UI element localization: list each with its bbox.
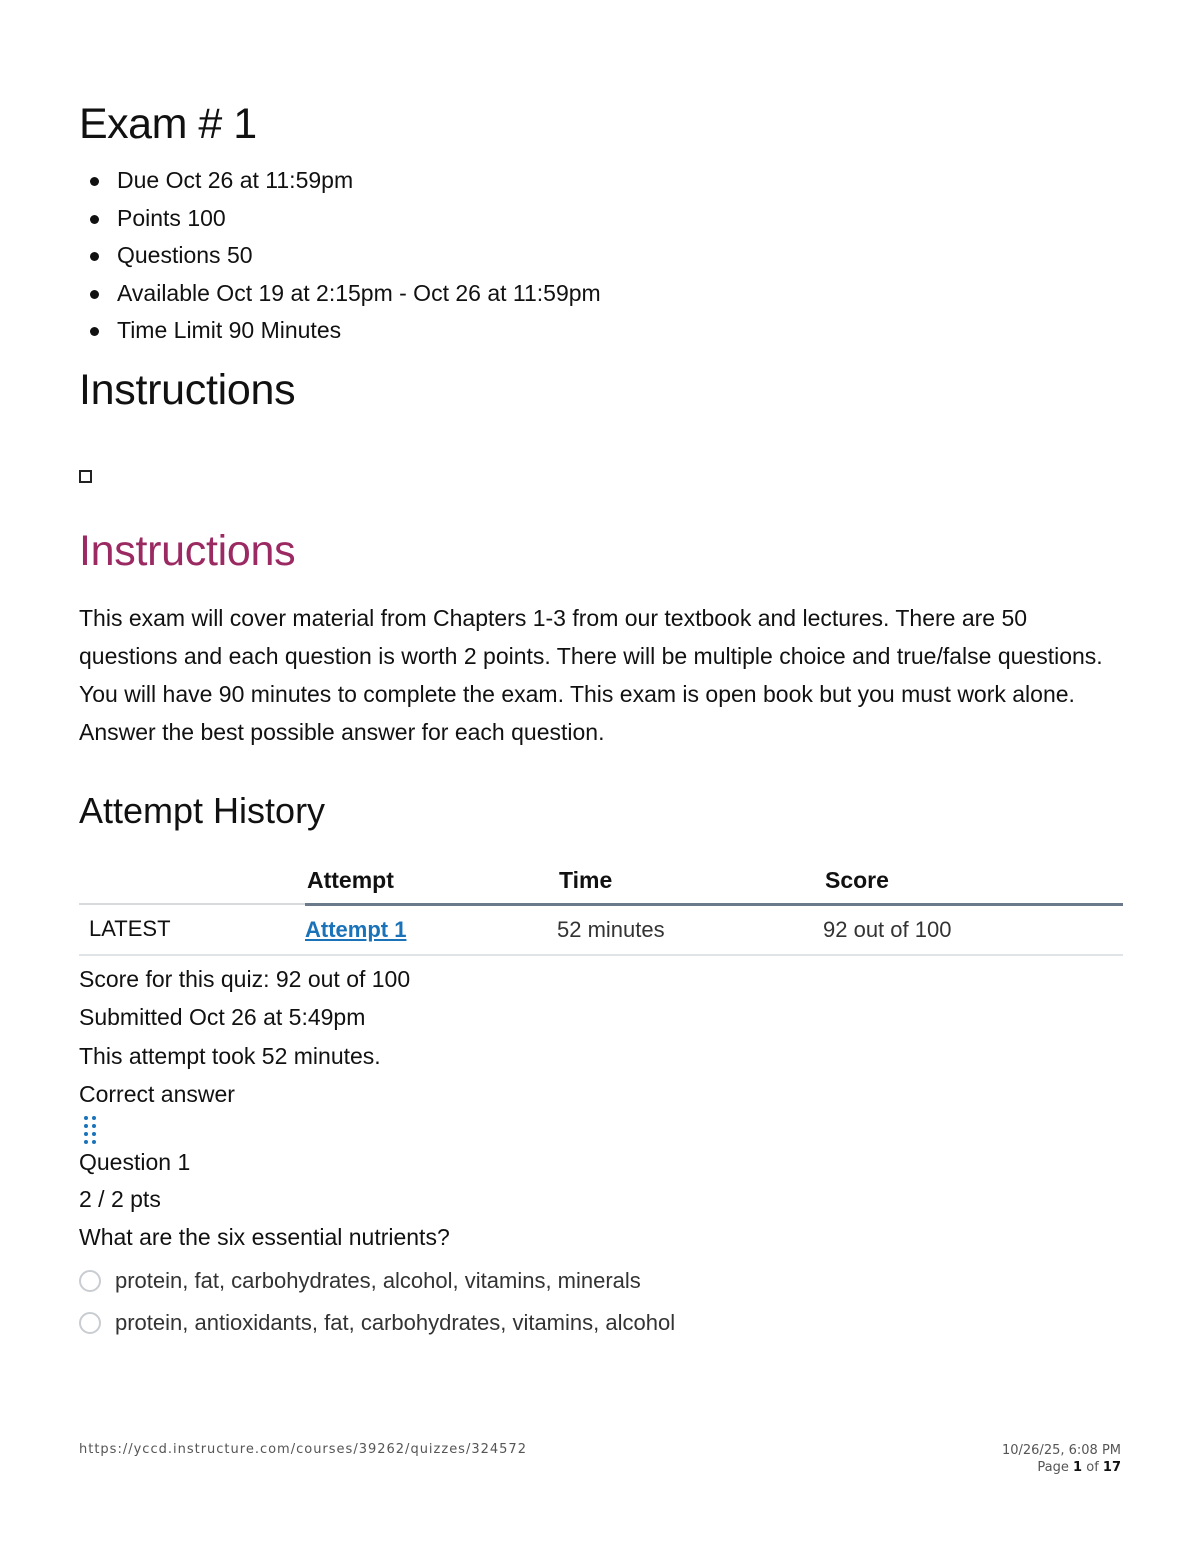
submitted-time: Submitted Oct 26 at 5:49pm — [79, 1004, 366, 1030]
footer-datetime: 10/26/25, 6:08 PM — [1001, 1443, 1121, 1458]
attempt-duration: This attempt took 52 minutes. — [79, 1042, 381, 1069]
column-header-blank — [79, 859, 305, 905]
column-header-attempt: Attempt — [305, 859, 557, 905]
question-text: What are the six essential nutrients? — [79, 1223, 450, 1250]
attempt-cell — [305, 904, 557, 955]
answer-text: protein, fat, carbohydrates, alcohol, vitamins, minerals — [115, 1268, 641, 1293]
question-header — [79, 1144, 1123, 1257]
table-row — [79, 904, 1123, 955]
drag-handle-icon[interactable] — [84, 1116, 98, 1144]
points: Points 100 — [117, 200, 1123, 238]
attempt-history-table — [79, 859, 1123, 956]
attempt-link[interactable]: Attempt 1 — [305, 916, 407, 942]
attempt-history-heading: Attempt History — [79, 789, 326, 831]
exam-details-list — [79, 162, 1123, 350]
correct-answer-label: Correct answer — [79, 1081, 235, 1107]
instructions-heading: Instructions — [79, 365, 296, 414]
footer-right — [1002, 1442, 1121, 1476]
radio-button[interactable] — [79, 1312, 101, 1334]
latest-label: LATEST — [79, 904, 305, 955]
instructions-subheading: Instructions — [79, 526, 296, 575]
availability: Available Oct 19 at 2:15pm - Oct 26 at 11:59pm — [117, 275, 1123, 313]
broken-image-icon — [79, 470, 92, 483]
question-number: Question 1 — [79, 1148, 191, 1175]
question-count: Questions 50 — [117, 237, 1123, 275]
instructions-text: This exam will cover material from Chapters 1-3 from our textbook and lectures. There are 50 questions and each question is worth 2 points. There will be multiple choice and true/false questions. You will have 90 minutes to complete the exam. This exam is open book but you must work alone. Answer the best possible answer for each question. — [79, 604, 1103, 745]
quiz-score: Score for this quiz: 92 out of 100 — [79, 965, 411, 992]
page-title: Exam # 1 — [79, 100, 257, 148]
footer-url: https://yccd.instructure.com/courses/39262/quizzes/324572 — [79, 1442, 527, 1457]
answer-text: protein, antioxidants, fat, carbohydrates, vitamins, alcohol — [115, 1310, 676, 1335]
page-number: Page 1 of 17 — [1037, 1460, 1121, 1475]
exam-page — [79, 96, 1123, 1344]
due-date: Due Oct 26 at 11:59pm — [117, 162, 1123, 200]
question-points: 2 / 2 pts — [79, 1186, 161, 1212]
answer-option[interactable] — [79, 1260, 1123, 1302]
result-summary — [79, 960, 1123, 1114]
table-header-row — [79, 859, 1123, 905]
radio-button[interactable] — [79, 1270, 101, 1292]
time-cell: 52 minutes — [557, 904, 823, 955]
answer-option[interactable] — [79, 1302, 1123, 1344]
time-limit: Time Limit 90 Minutes — [117, 312, 1123, 350]
answer-list — [79, 1260, 1123, 1344]
score-cell: 92 out of 100 — [823, 904, 1123, 955]
column-header-time: Time — [557, 859, 823, 905]
column-header-score: Score — [823, 859, 1123, 905]
